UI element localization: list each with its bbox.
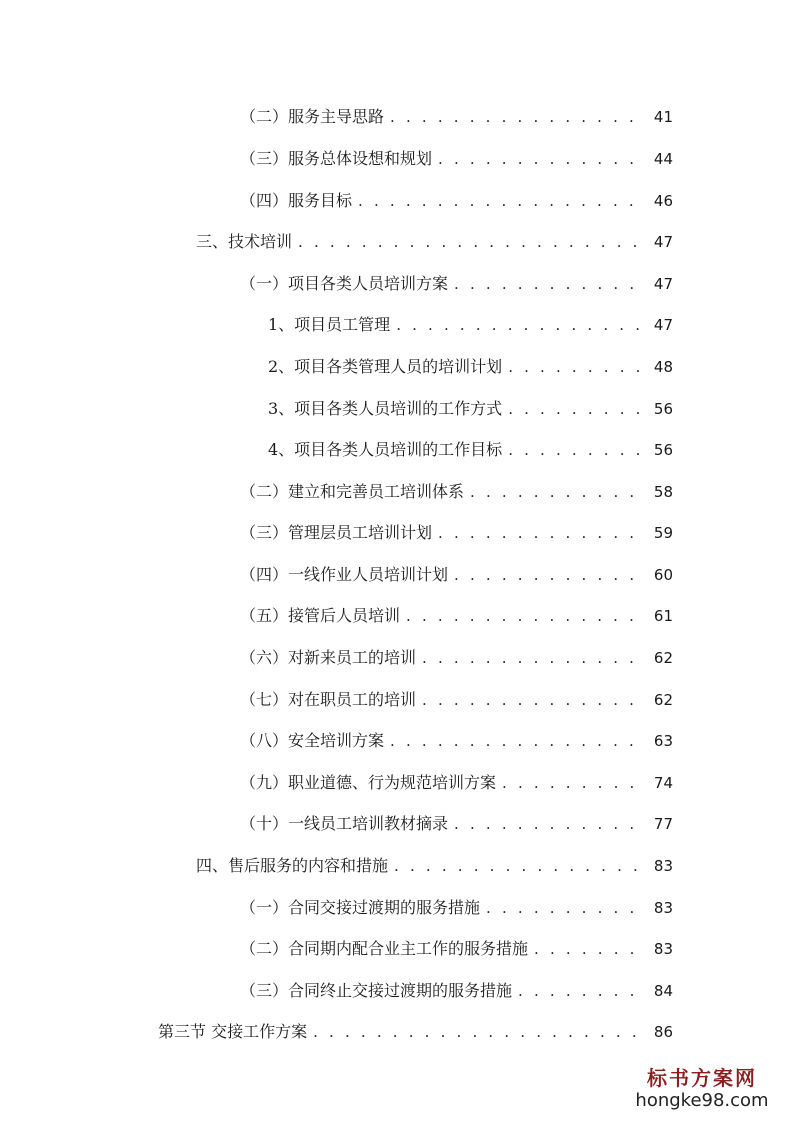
toc-entry[interactable]	[240, 271, 673, 297]
toc-dot-leader	[438, 520, 645, 546]
toc-page-number: 83	[653, 857, 673, 875]
toc-page-number: 46	[653, 192, 673, 210]
toc-entry[interactable]	[268, 396, 673, 422]
toc-entry-label: （四）服务目标	[240, 191, 353, 210]
toc-entry[interactable]	[240, 978, 673, 1004]
toc-entry[interactable]	[196, 229, 673, 255]
toc-dot-leader	[502, 770, 645, 796]
toc-page-number: 74	[653, 774, 673, 792]
toc-page-number: 56	[653, 400, 673, 418]
toc-page-number: 62	[653, 691, 673, 709]
toc-entry-label: （三）管理层员工培训计划	[240, 523, 433, 542]
toc-dot-leader	[454, 811, 645, 837]
toc-entry-label: 3、项目各类人员培训的工作方式	[268, 399, 503, 418]
toc-entry-label: 2、项目各类管理人员的培训计划	[268, 357, 503, 376]
toc-page-number: 58	[653, 483, 673, 501]
toc-entry[interactable]	[240, 645, 673, 671]
toc-entry[interactable]	[268, 354, 673, 380]
toc-page-number: 44	[653, 150, 673, 168]
toc-entry-label: 1、项目员工管理	[268, 315, 391, 334]
toc-entry[interactable]	[240, 603, 673, 629]
toc-dot-leader	[486, 895, 645, 921]
toc-dot-leader	[454, 271, 645, 297]
toc-page-number: 48	[653, 358, 673, 376]
toc-entry-label: （二）建立和完善员工培训体系	[240, 482, 465, 501]
toc-page-number: 47	[653, 233, 673, 251]
site-watermark	[627, 1068, 777, 1110]
toc-entry-label: 四、售后服务的内容和措施	[196, 856, 389, 875]
toc-dot-leader	[454, 562, 645, 588]
toc-page-number: 86	[653, 1023, 673, 1041]
toc-dot-leader	[394, 853, 645, 879]
toc-entry-label: （六）对新来员工的培训	[240, 648, 417, 667]
toc-page-number: 63	[653, 732, 673, 750]
toc-entry[interactable]	[240, 770, 673, 796]
toc-dot-leader	[422, 645, 645, 671]
toc-page-number: 47	[653, 275, 673, 293]
toc-dot-leader	[508, 354, 645, 380]
toc-dot-leader	[298, 229, 645, 255]
toc-page-number: 62	[653, 649, 673, 667]
toc-entry[interactable]	[268, 437, 673, 463]
toc-entry[interactable]	[240, 104, 673, 130]
toc-dot-leader	[358, 188, 645, 214]
toc-entry-label: （八）安全培训方案	[240, 731, 385, 750]
toc-page-number: 84	[653, 982, 673, 1000]
toc-dot-leader	[390, 728, 645, 754]
toc-entry-label: （二）合同期内配合业主工作的服务措施	[240, 939, 529, 958]
toc-dot-leader	[396, 312, 645, 338]
toc-entry-label: （十）一线员工培训教材摘录	[240, 814, 449, 833]
toc-entry[interactable]	[240, 895, 673, 921]
toc-entry[interactable]	[240, 687, 673, 713]
toc-entry-label: 4、项目各类人员培训的工作目标	[268, 440, 503, 459]
toc-entry-label: 三、技术培训	[196, 232, 293, 251]
toc-page-number: 77	[653, 815, 673, 833]
watermark-title: 标书方案网	[647, 1066, 757, 1090]
toc-entry-label: （五）接管后人员培训	[240, 606, 401, 625]
toc-page-number: 41	[653, 108, 673, 126]
toc-entry[interactable]	[240, 562, 673, 588]
toc-page-number: 83	[653, 899, 673, 917]
toc-entry[interactable]	[158, 1019, 673, 1045]
toc-dot-leader	[470, 479, 645, 505]
toc-entry-label: （一）项目各类人员培训方案	[240, 274, 449, 293]
toc-entry[interactable]	[240, 728, 673, 754]
toc-entry-label: （四）一线作业人员培训计划	[240, 565, 449, 584]
toc-page-number: 60	[653, 566, 673, 584]
toc-entry[interactable]	[240, 479, 673, 505]
watermark-url: hongke98.com	[635, 1090, 769, 1111]
toc-dot-leader	[438, 146, 645, 172]
toc-entry-label: （三）合同终止交接过渡期的服务措施	[240, 981, 513, 1000]
toc-dot-leader	[406, 603, 645, 629]
toc-entry-label: （九）职业道德、行为规范培训方案	[240, 773, 497, 792]
toc-page-number: 47	[653, 316, 673, 334]
toc-dot-leader	[422, 687, 645, 713]
toc-dot-leader	[534, 936, 645, 962]
toc-dot-leader	[508, 437, 645, 463]
toc-dot-leader	[508, 396, 645, 422]
toc-dot-leader	[518, 978, 645, 1004]
toc-entry[interactable]	[196, 853, 673, 879]
toc-entry-label: 第三节 交接工作方案	[158, 1022, 308, 1041]
toc-entry-label: （三）服务总体设想和规划	[240, 149, 433, 168]
toc-page-number: 59	[653, 524, 673, 542]
toc-entry[interactable]	[240, 936, 673, 962]
toc-entry[interactable]	[240, 811, 673, 837]
toc-dot-leader	[390, 104, 645, 130]
toc-entry-label: （二）服务主导思路	[240, 107, 385, 126]
toc-entry[interactable]	[268, 312, 673, 338]
toc-page-number: 56	[653, 441, 673, 459]
toc-page-number: 61	[653, 607, 673, 625]
toc-dot-leader	[313, 1019, 645, 1045]
toc-entry-label: （一）合同交接过渡期的服务措施	[240, 898, 481, 917]
toc-entry[interactable]	[240, 146, 673, 172]
toc-entry[interactable]	[240, 188, 673, 214]
toc-entry[interactable]	[240, 520, 673, 546]
toc-entry-label: （七）对在职员工的培训	[240, 690, 417, 709]
toc-page-number: 83	[653, 940, 673, 958]
